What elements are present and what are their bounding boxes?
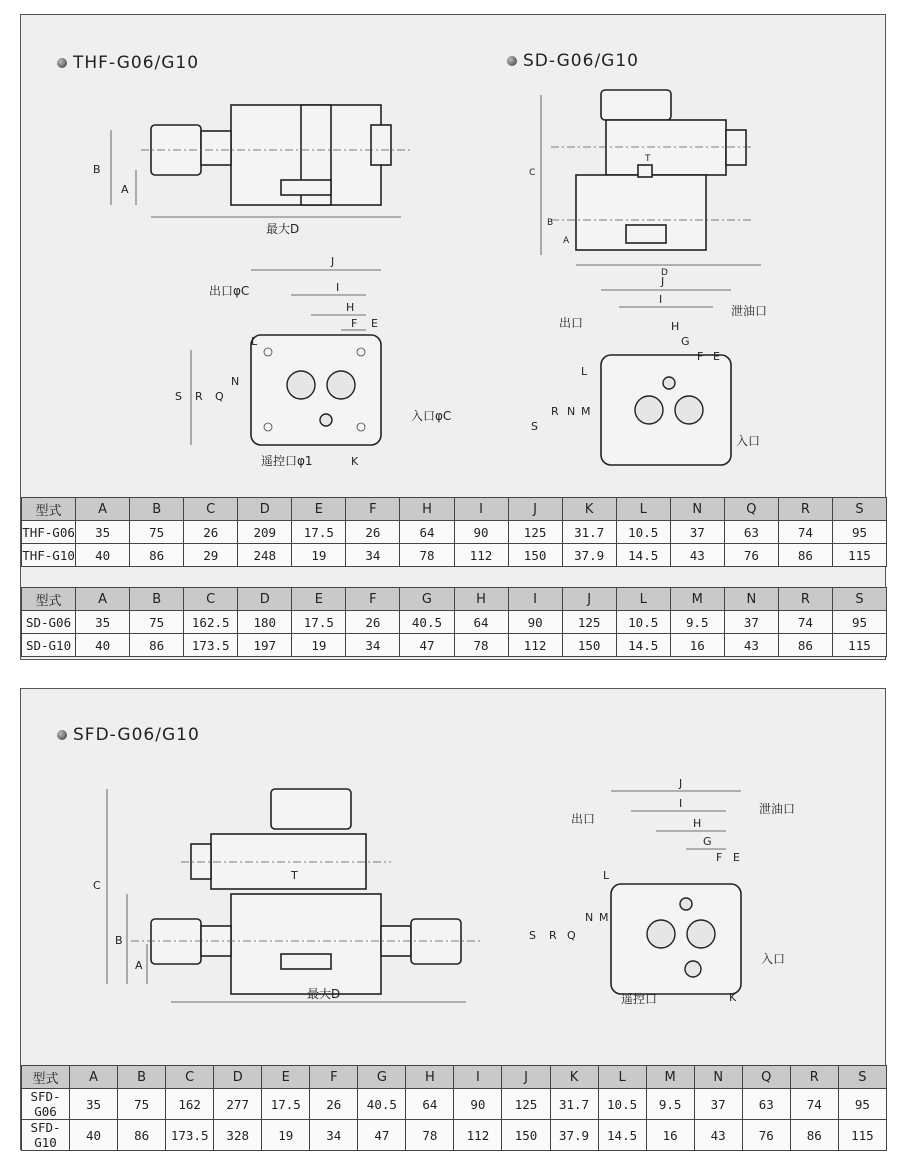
svg-text:Q: Q bbox=[215, 390, 224, 403]
table-header-row: 型式 A B C D E F G H I J L M N R S bbox=[22, 588, 887, 611]
svg-text:I: I bbox=[336, 281, 340, 294]
sfd-port-view-drawing bbox=[511, 779, 811, 1029]
bottom-spec-panel bbox=[20, 688, 886, 1150]
table-header-row: 型式 A B C D E F G H I J K L M N Q R S bbox=[22, 1066, 887, 1089]
outlet-port bbox=[635, 396, 663, 424]
dim-max-d: 最大D bbox=[266, 222, 300, 236]
pilot-port bbox=[320, 414, 332, 426]
inlet-phi-c-label: 入口φC bbox=[411, 409, 452, 423]
outlet-label: 出口 bbox=[571, 812, 596, 826]
table-row: SD-G06 35 75 162.5 180 17.5 26 40.5 64 90 125 10.5 9.5 37 74 95 bbox=[22, 611, 887, 634]
svg-text:I: I bbox=[679, 797, 683, 810]
inlet-label: 入口 bbox=[736, 434, 761, 448]
sfd-spec-table bbox=[21, 1065, 887, 1151]
sd-heading bbox=[507, 51, 639, 71]
svg-text:L: L bbox=[251, 335, 258, 348]
svg-text:M: M bbox=[599, 911, 609, 924]
table-header-row: 型式 A B C D E F H I J K L N Q R S bbox=[22, 498, 887, 521]
pilot-phi1-label: 遥控口φ1 bbox=[261, 454, 313, 468]
pilot-port bbox=[685, 961, 701, 977]
svg-text:N: N bbox=[585, 911, 594, 924]
svg-text:J: J bbox=[331, 255, 335, 268]
bullet-icon bbox=[57, 58, 67, 68]
thf-side-view-drawing bbox=[81, 95, 441, 245]
inlet-port bbox=[687, 920, 715, 948]
svg-text:G: G bbox=[681, 335, 690, 348]
svg-text:M: M bbox=[581, 405, 591, 418]
inlet-port bbox=[675, 396, 703, 424]
top-spec-panel bbox=[20, 14, 886, 660]
thf-title: THF-G06/G10 bbox=[73, 53, 200, 73]
right-handle bbox=[411, 919, 461, 964]
sd-title: SD-G06/G10 bbox=[523, 51, 639, 71]
svg-text:D: D bbox=[661, 268, 668, 275]
svg-text:E: E bbox=[713, 350, 720, 363]
inlet-label: 入口 bbox=[761, 952, 786, 966]
outlet-label: 出口 bbox=[559, 316, 584, 330]
drain-label: 泄油口 bbox=[759, 802, 796, 816]
thf-port-view-drawing bbox=[151, 255, 471, 475]
port-face bbox=[601, 355, 731, 465]
svg-text:E: E bbox=[371, 317, 378, 330]
drain-port bbox=[680, 898, 692, 910]
table-row: SD-G10 40 86 173.5 197 19 34 47 78 112 150 14.5 16 43 86 115 bbox=[22, 634, 887, 657]
svg-text:N: N bbox=[231, 375, 240, 388]
svg-text:H: H bbox=[693, 817, 702, 830]
svg-text:F: F bbox=[716, 851, 723, 864]
pilot-label: 遥控口 bbox=[621, 992, 658, 1006]
sd-port-view-drawing bbox=[521, 275, 781, 475]
svg-text:A: A bbox=[563, 236, 570, 246]
sfd-side-view-drawing bbox=[71, 784, 501, 1014]
valve-body bbox=[231, 894, 381, 994]
thf-heading bbox=[57, 53, 199, 73]
svg-text:I: I bbox=[659, 293, 663, 306]
dim-b: B bbox=[93, 163, 101, 176]
svg-text:N: N bbox=[567, 405, 576, 418]
svg-text:J: J bbox=[679, 779, 683, 790]
thf-spec-table bbox=[21, 497, 887, 567]
solenoid-body bbox=[606, 120, 726, 175]
table-row: SFD-G06 35 75 162 277 17.5 26 40.5 64 90 125 31.7 10.5 9.5 37 63 74 95 bbox=[22, 1089, 887, 1120]
svg-text:F: F bbox=[697, 350, 704, 363]
table-row: THF-G10 40 86 29 248 19 34 78 112 150 37.9 14.5 43 76 86 115 bbox=[22, 544, 887, 567]
svg-text:A: A bbox=[135, 959, 143, 972]
left-handle bbox=[151, 919, 201, 964]
sd-spec-table bbox=[21, 587, 887, 657]
svg-text:G: G bbox=[703, 835, 712, 848]
svg-text:S: S bbox=[529, 929, 536, 942]
dim-max-d: 最大D bbox=[307, 987, 341, 1001]
port-face bbox=[611, 884, 741, 994]
svg-text:H: H bbox=[671, 320, 680, 333]
drain-label: 泄油口 bbox=[731, 304, 768, 318]
svg-text:S: S bbox=[531, 420, 538, 433]
svg-text:R: R bbox=[551, 405, 559, 418]
svg-text:H: H bbox=[346, 301, 355, 314]
svg-text:J: J bbox=[661, 275, 665, 288]
svg-text:S: S bbox=[175, 390, 182, 403]
svg-text:F: F bbox=[351, 317, 358, 330]
sd-side-view-drawing bbox=[511, 85, 771, 275]
port-face bbox=[251, 335, 381, 445]
dim-a: A bbox=[121, 183, 129, 196]
svg-text:R: R bbox=[195, 390, 203, 403]
svg-text:E: E bbox=[733, 851, 740, 864]
svg-text:K: K bbox=[729, 991, 737, 1004]
svg-text:C: C bbox=[529, 168, 536, 178]
sfd-heading bbox=[57, 725, 200, 745]
svg-text:R: R bbox=[549, 929, 557, 942]
svg-text:L: L bbox=[581, 365, 588, 378]
drain-port bbox=[663, 377, 675, 389]
junction-box bbox=[271, 789, 351, 829]
nameplate bbox=[281, 180, 331, 195]
nameplate bbox=[281, 954, 331, 969]
svg-text:B: B bbox=[547, 218, 554, 228]
svg-text:L: L bbox=[603, 869, 610, 882]
svg-text:Q: Q bbox=[567, 929, 576, 942]
bullet-icon bbox=[57, 730, 67, 740]
solenoid-body bbox=[211, 834, 366, 889]
svg-text:B: B bbox=[115, 934, 123, 947]
outlet-phi-c-label: 出口φC bbox=[209, 284, 250, 298]
table-row: THF-G06 35 75 26 209 17.5 26 64 90 125 31.7 10.5 37 63 74 95 bbox=[22, 521, 887, 544]
svg-text:C: C bbox=[93, 879, 101, 892]
svg-text:T: T bbox=[291, 869, 298, 882]
svg-text:K: K bbox=[351, 455, 359, 468]
outlet-port bbox=[647, 920, 675, 948]
sfd-title: SFD-G06/G10 bbox=[73, 725, 200, 745]
outlet-port bbox=[287, 371, 315, 399]
junction-box bbox=[601, 90, 671, 120]
svg-text:T: T bbox=[645, 154, 651, 164]
bullet-icon bbox=[507, 56, 517, 66]
inlet-port bbox=[327, 371, 355, 399]
table-row: SFD-G10 40 86 173.5 328 19 34 47 78 112 150 37.9 14.5 16 43 76 86 115 bbox=[22, 1120, 887, 1151]
